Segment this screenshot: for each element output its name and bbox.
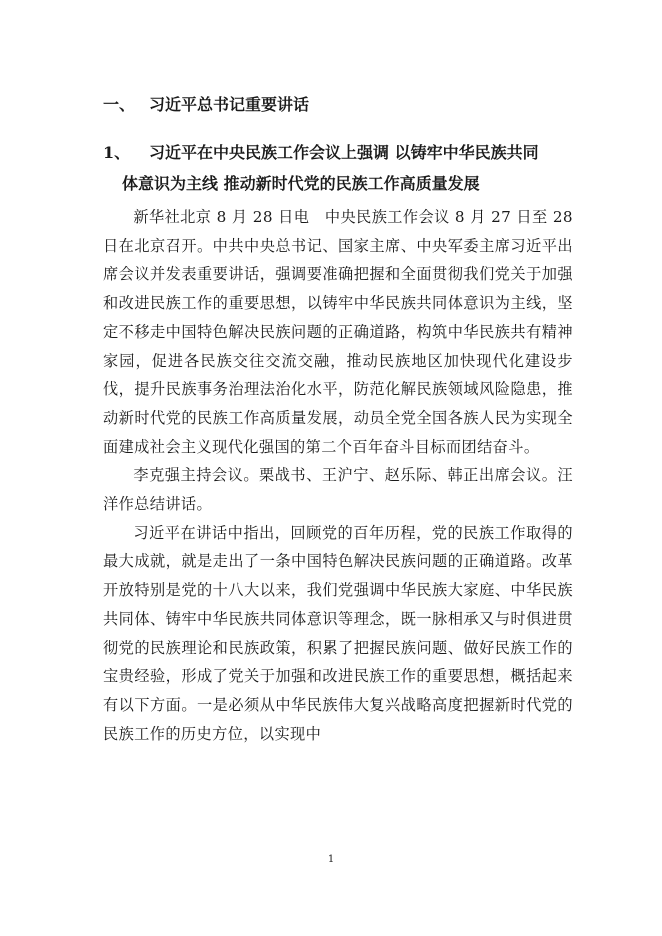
page-number: 1	[327, 854, 335, 865]
article-number: 1、	[103, 143, 131, 162]
article-body	[103, 203, 573, 748]
article-heading	[103, 137, 573, 199]
section-number: 一、	[103, 95, 136, 114]
section-title: 习近平总书记重要讲话	[149, 95, 310, 114]
paragraph: 习近平在讲话中指出，回顾党的百年历程，党的民族工作取得的最大成就，就是走出了一条中国特色解决民族问题的正确道路。改革开放特别是党的十八大以来，我们党强调中华民族大家庭、中华民族共同体、铸牢中华民族共同体意识等理念，既一脉相承又与时俱进贯彻党的民族理论和民族政策，积累了把握民族问题、做好民族工作的宝贵经验，形成了党关于加强和改进民族工作的重要思想，概括起来有以下方面。一是必须从中华民族伟大复兴战略高度把握新时代党的民族工作的历史方位，以实现中	[103, 523, 573, 743]
paragraph: 新华社北京 8 月 28 日电 中央民族工作会议 8 月 27 日至 28 日在北京召开。中共中央总书记、国家主席、中央军委主席习近平出席会议并发表重要讲话，强调要准确把握和全面贯彻我们党关于加强和改进民族工作的重要思想，以铸牢中华民族共同体意识为主线，坚定不移走中国特色解决民族问题的正确道路，构筑中华民族共有精神家园，促进各民族交往交流交融，推动民族地区加快现代化建设步伐，提升民族事务治理法治化水平，防范化解民族领域风险隐患，推动新时代党的民族工作高质量发展，动员全党全国各族人民为实现全面建成社会主义现代化强国的第二个百年奋斗目标而团结奋斗。	[103, 208, 573, 456]
paragraph: 李克强主持会议。栗战书、王沪宁、赵乐际、韩正出席会议。汪洋作总结讲话。	[103, 466, 573, 514]
section-heading	[103, 95, 309, 115]
article-title-line2: 体意识为主线 推动新时代党的民族工作高质量发展	[122, 174, 480, 193]
article-title-line1: 习近平在中央民族工作会议上强调 以铸牢中华民族共同	[149, 143, 539, 162]
